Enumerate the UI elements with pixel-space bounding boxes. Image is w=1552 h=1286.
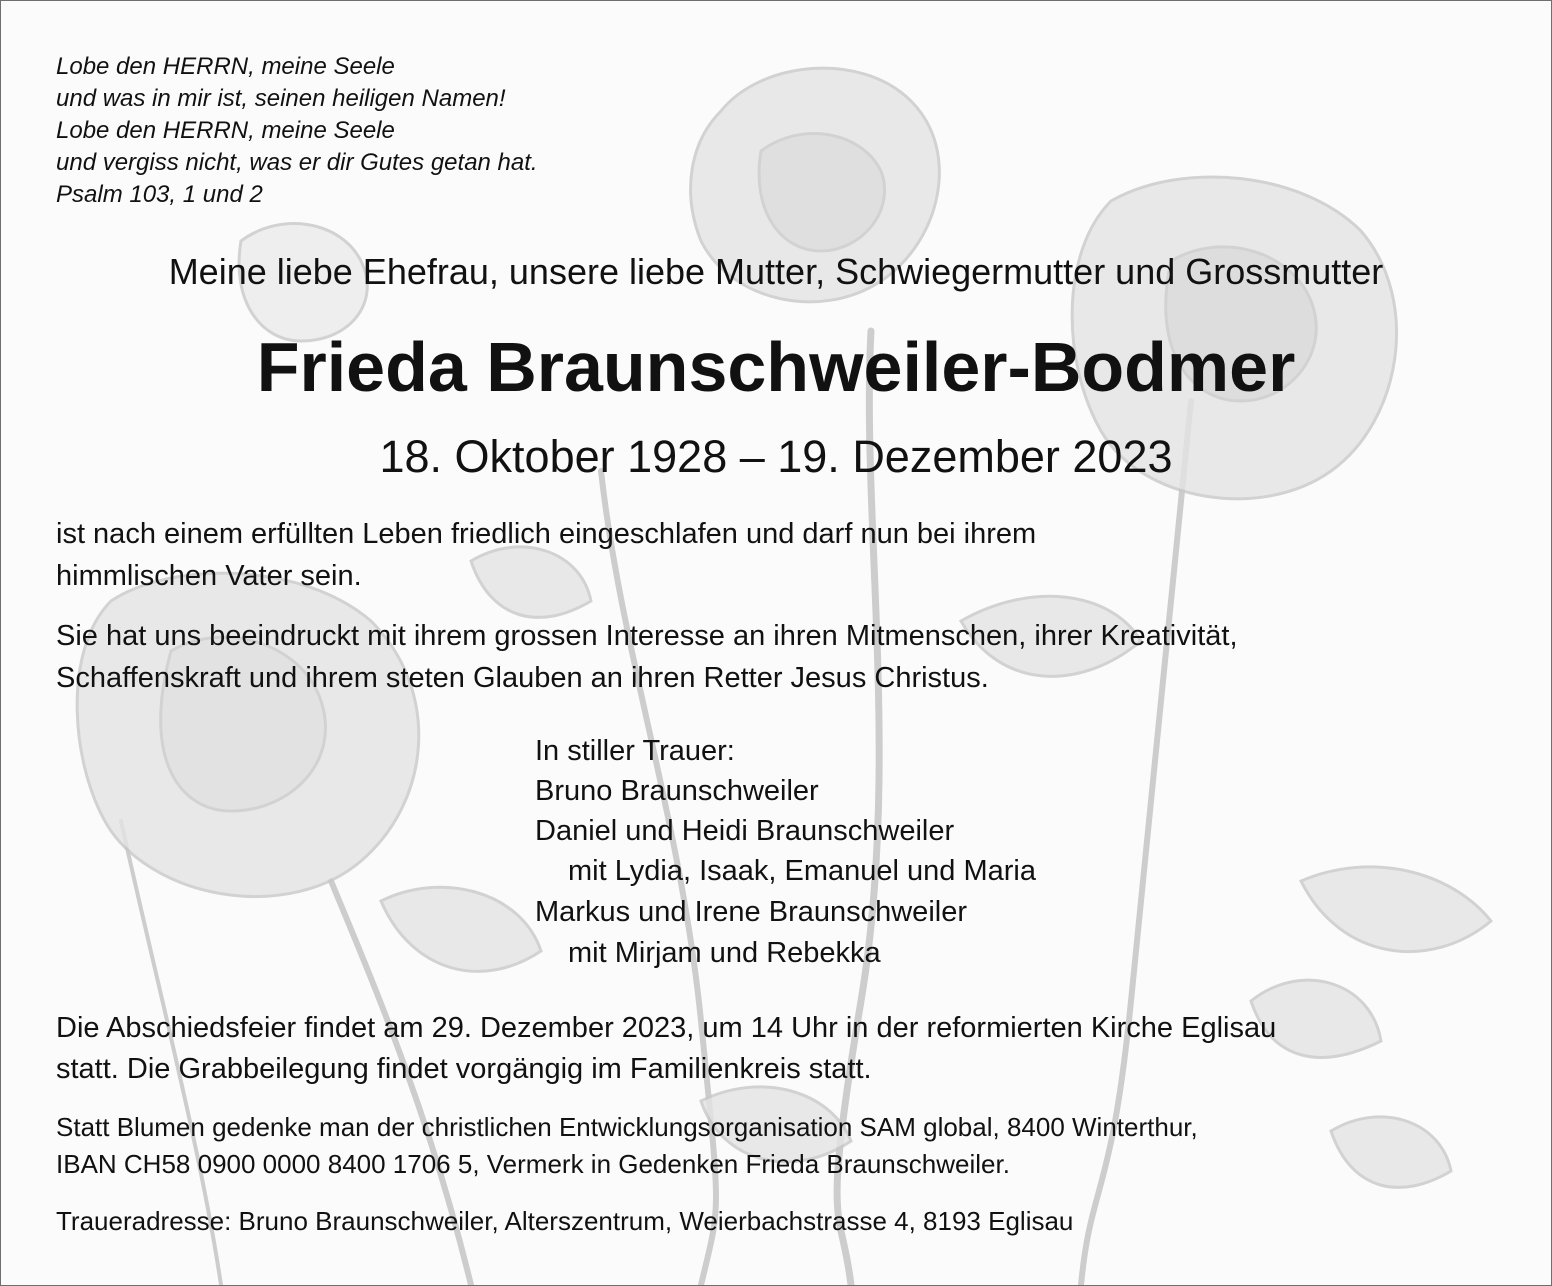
mourning-address: Traueradresse: Bruno Braunschweiler, Alterszentrum, Weierbachstrasse 4, 8193 Eglisau (56, 1206, 1074, 1236)
life-dates: 18. Oktober 1928 – 19. Dezember 2023 (379, 431, 1173, 482)
body-paragraph-1-line-2: himmlischen Vater sein. (56, 560, 362, 592)
donation-line-2: IBAN CH58 0900 0000 8400 1706 5, Vermerk in Gedenken Frieda Braunschweiler. (56, 1149, 1010, 1179)
deceased-name: Frieda Braunschweiler-Bodmer (256, 328, 1296, 406)
body-paragraph-1-line-1: ist nach einem erfüllten Leben friedlich eingeschlafen und darf nun bei ihrem (56, 518, 1037, 550)
psalm-line-1: Lobe den HERRN, meine Seele (56, 53, 395, 80)
mourner-line-2: Daniel und Heidi Braunschweiler (535, 815, 955, 847)
body-paragraph-2-line-2: Schaffenskraft und ihrem steten Glauben an ihren Retter Jesus Christus. (56, 662, 989, 694)
psalm-line-4: und vergiss nicht, was er dir Gutes getan hat. (56, 149, 538, 176)
mourner-line-3: mit Lydia, Isaak, Emanuel und Maria (568, 855, 1036, 887)
body-paragraph-2-line-1: Sie hat uns beeindruckt mit ihrem grossen Interesse an ihren Mitmenschen, ihrer Kreativität, (56, 620, 1238, 652)
service-line-1: Die Abschiedsfeier findet am 29. Dezember 2023, um 14 Uhr in der reformierten Kirche Eglisau (56, 1012, 1277, 1044)
service-line-2: statt. Die Grabbeilegung findet vorgängig im Familienkreis statt. (56, 1053, 872, 1085)
mourner-line-4: Markus und Irene Braunschweiler (535, 896, 967, 928)
mourners-heading: In stiller Trauer: (535, 735, 735, 767)
intro-line: Meine liebe Ehefrau, unsere liebe Mutter, Schwiegermutter und Grossmutter (168, 251, 1384, 292)
mourner-line-1: Bruno Braunschweiler (535, 775, 819, 807)
psalm-reference: Psalm 103, 1 und 2 (56, 181, 263, 208)
donation-line-1: Statt Blumen gedenke man der christlichen Entwicklungsorganisation SAM global, 8400 Winterthur, (56, 1112, 1198, 1142)
psalm-line-3: Lobe den HERRN, meine Seele (56, 117, 395, 144)
psalm-line-2: und was in mir ist, seinen heiligen Namen! (56, 85, 506, 112)
mourner-line-5: mit Mirjam und Rebekka (568, 937, 881, 969)
